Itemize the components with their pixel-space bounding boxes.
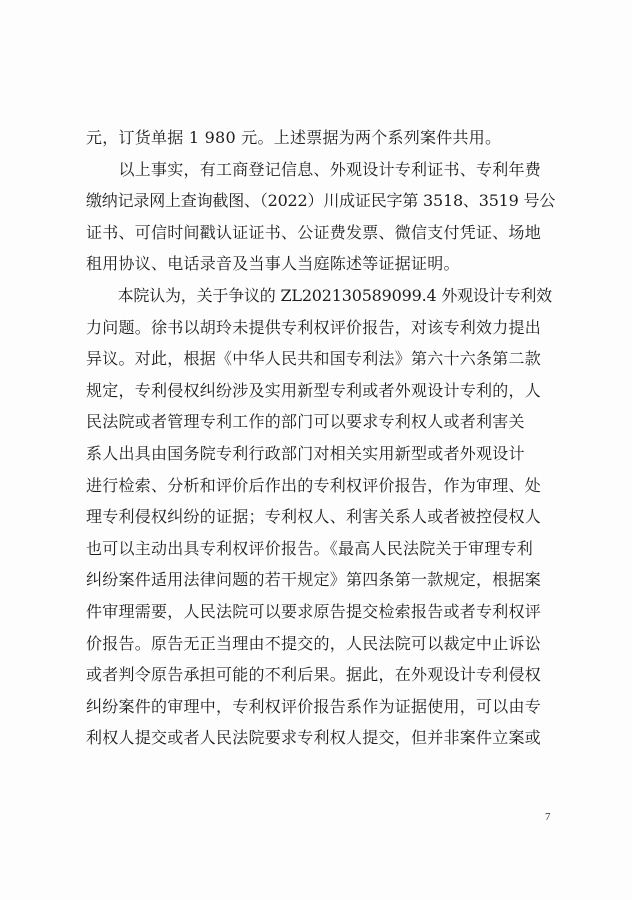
text-line-11: 系人出具由国务院专利行政部门对相关实用新型或者外观设计 [86, 443, 525, 463]
text-line-14: 也可以主动出具专利权评价报告。《最高人民法院关于审理专利 [86, 538, 534, 558]
page-number: 7 [545, 811, 551, 823]
text-line-15: 纠纷案件适用法律问题的若干规定》第四条第一款规定，根据案 [86, 570, 542, 590]
text-line-10: 民法院或者管理专利工作的部门可以要求专利权人或者利害关 [86, 412, 525, 432]
text-line-7: 力问题。徐书以胡玲未提供专利权评价报告，对该专利效力提出 [86, 317, 542, 337]
text-line-5: 租用协议、电话录音及当事人当庭陈述等证据证明。 [86, 254, 460, 274]
text-line-20: 利权人提交或者人民法院要求专利权人提交，但并非案件立案或 [86, 728, 542, 748]
text-line-12: 进行检索、分析和评价后作出的专利权评价报告，作为审理、处 [86, 475, 542, 495]
text-line-9: 规定，专利侵权纠纷涉及实用新型专利或者外观设计专利的，人 [86, 380, 542, 400]
text-line-4: 证书、可信时间戳认证证书、公证费发票、微信支付凭证、场地 [86, 222, 542, 242]
text-line-17: 价报告。原告无正当理由不提交的，人民法院可以裁定中止诉讼 [86, 633, 542, 653]
text-line-1: 元，订货单据 1 980 元。上述票据为两个系列案件共用。 [86, 128, 502, 147]
text-line-3: 缴纳记录网上查询截图、（2022）川成证民字第 3518、3519 号公 [86, 191, 556, 211]
text-line-8: 异议。对此，根据《中华人民共和国专利法》第六十六条第二款 [86, 349, 542, 369]
text-line-13: 理专利侵权纠纷的证据；专利权人、利害关系人或者被控侵权人 [86, 507, 542, 527]
text-line-16: 件审理需要，人民法院可以要求原告提交检索报告或者专利权评 [86, 601, 542, 621]
text-line-6: 本院认为，关于争议的 ZL202130589099.4 外观设计专利效 [86, 285, 552, 305]
document-body [86, 122, 556, 754]
text-line-19: 纠纷案件的审理中，专利权评价报告系作为证据使用，可以由专 [86, 696, 542, 716]
text-line-18: 或者判令原告承担可能的不利后果。据此，在外观设计专利侵权 [86, 665, 542, 685]
text-line-2: 以上事实，有工商登记信息、外观设计专利证书、专利年费 [86, 159, 542, 179]
